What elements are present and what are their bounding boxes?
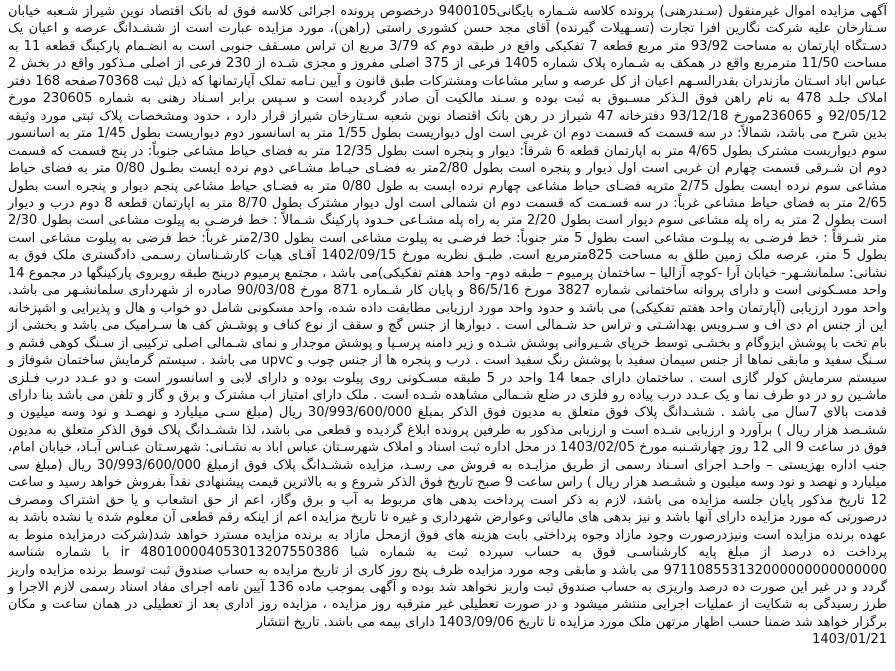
publication-date: 1403/01/21 — [812, 632, 887, 648]
notice-body-text: آگهی مزایده اموال غیرمنقول (سـندرهنی) پرونده کلاسه شـماره بایگانی9400105 درخصوص پرونده اجرائی کلاسه فوق له بانک اقتصاد نوین شیراز شـعبه خیابان سـتارخان علیه شرکت نگارین افرا تجارت (تسـهیلات گیرنده) آقای مجد حسن کشوری راستی (راهن)، مورد مزایده عبارت است از ششـدانگ عرصه و اعیان یک دسـتگاه اپارتمان به مساحت 93/92 متر مربع قطعه 7 تفکیکی واقع در طبقه دوم که 3/79 مربع ان تراس مسـقف جنوبی است به انضـمام پارکینگ قطعه 11 به مساحت 11/50 مترمربع واقع در همکف به شـماره پلاک شماره 1405 فرعی از 375 اصلی مفروز و مجزی شـده از 230 فرعی از اصلی مـذکور واقع در بخش 2 عباس اباد اسـتان مازندران بقدرالسـهم اعیان از کل عرصه و سایر مشاعات ومشترکات طبق قانون و آیین نـامه تملک آپارتمانها که ذیل ثبت 70368صفحه 168 دفتر املاک جلـد 478 به نام راهن فوق الـذکر مسـبوق به ثبت بوده و سـند مالکیت آن صادر گردیده است و سـپس برابر اسـناد رهنی به شماره 230605 مورخ 92/05/12 و 236065مورخ 93/12/18 دفترخانه 47 شیراز در رهن بانک اقتصاد نوین شعبه سـتارخان شیراز قرار دارد ، حدود ومشخصات پلاک ثبتی مورد وثیقه بدین شرح می باشد، شمالاً: در سه قسمت که قسمت دوم ان غربی است اول دیواریست بطول 1/55 متر به اسانسور دوم دیواریست بطول 1/45 متر به اسانسور سوم دیواریست مشترک بطول 4/65 متر به اپارتمان قطعه 6 شرقاً: دیوار و پنجره است بطول 12/35 متر به فضای حیاط مشاعی جنوباً: در پنج قسمت که قسمت دوم ان شـرقی قسمت چهارم ان غربی است اول دیوار و پنجره است بطول 2/80متر به فضـای حیـاط مشـاعی دوم نرده ایست بطـول 0/80 متر به فضای حیاط مشاعی سوم نرده ایست بطول 2/75 مترپه فضـای حیاط مشاعی چهارم نرده ایست به طول 0/80 متر به فضـای حیاط مشاعی پنجم دیوار و پنجره است بطول 2/65 متر به فضای حیاط مشاعی غرباً: در سه قسـمت که قسمت دوم ان شمالی است اول دیوار مشترک بطول 8/70 متر به اپارتمان قطعه 8 دوم درب و دیوار است بطول 2 متر به راه پله مشاعی سوم دیوار است بطول 2/20 متر به راه پله مشـاعی حـدود پارکینگ شـمالاً : خط فرضـی به پیلوت مشاعی است بطول 2/30 متر شـرقاً : خط فرضـی به پیلـوت مشاعی است بطول 5 متر جنوباً: خط فرضـی به پیلوت مشاعی است بطول 2/30متر غرباً: خط فرضی به پیلوت مشاعی است بطول 5 متر، عرصه ملک زمین طلق به مساحت 825مترمربع است. طبـق نظریه مورخ 1402/09/15 آقـای هیات کارشـناسان رسـمی دادگستری ملک فوق به نشانی: سلمانشـهر- خیابان آرا -کوچه آزالیا – ساختمان پرمیوم – طبقه دوم- واحد هفتم تفکیکی)می باشد ، مجتمع پرمیوم درپنج طبقه روبروی پارکینگها در مجموع 14 واحد مسـکونی است و دارای پروانه ساختمانی شماره 3827 مورخ 86/5/16 و پایان کار شـماره 871 مورخ 90/03/08 صادره از شهرداری سلمانشـهر می باشد. واحد مورد ارزیابی (آپارتمان واحد هفتم تفکیکی) می باشد و حدود واحد مورد ارزیابی مطابقت داده شده، واحد مسکونی شامل دو خواب و هال و پذیرایی و اشپزخانه این از جنس ام دی اف و سـرویس بهداشـتی و تراس حد شـمالی است . دیوارها از جنس گچ و سقف از نوع کناف و پوشـش کف ها سـرامیک می باشد و بخشی از بام تخت با پوشش ایزوگام و بخشـی توسط خرپای شـیروانی پوشش شـده و زیر دامنه پرسـپا و پوشش موجدار و نمای شـمالی اصلی ترکیبی از سـنگ کوهی قشم و سـنگ سفید و مابقی نماها از جنس سیمان سفید با پوشش رنگ سفید است . درب و پنجره ها از جنس چوب و upvc می باشد . سیستم گرمایش ساختمان شوفاژ و سیستم سرمایش کولر گازی است . ساختمان دارای جمعا 14 واحد در 5 طبقه مسـکونی روی پیلوت بوده و دارای لابی و اسانسور است و دو عـدد درب فـلزی ماشـین رو در دو طرف نما و یک عـدد درب پیاده رو فلزی در ضلع شـمالی مشاهده شـده است . ملک دارای امتیاز اب مشترک و برق و گاز و تلفن می باشد بنا دارای قدمت بالای 7سال می باشد . ششـدانگ پلاک فوق متعلق به مدیون فوق الذکر بمبلغ 30/993/600/000 ریال (مبلغ سـی میلیارد و نهصـد و نود وسه میلیون و ششـصد هزار ریال ) برآورد و ارزیابی شـده است و ارزیابی مذکور به طرفین پرونده ابلاغ گردیده و قطعی می باشد، لذا ششـدانگ پلاک فوق الذکر متعلق به مدیون فوق در ساعت 9 الی 12 روز چهارشـنبه مورخ 1403/02/05 در محل اداره ثبت اسناد و املاک شهرسـتان عباس اباد به نشـانی: شهرسـتان عبـاس آبـاد، خیابان امام، جنب اداره بهزیستی – واحـد اجرای اسـناد رسمی از طریق مزایـده به فروش می رسـد، مزایده ششـدانگ پلاک فوق ازمبلغ 30/993/600/000 ریال (مبلغ سی میلیارد و نهصد و نود وسه میلیون و ششـصد هزار ریال ) راس ساعت 9 صبح تاریخ فوق الذکر شروع و به بالاترین قیمت پیشنهادی نقدآ بفروش خواهد رسید و ساعت 12 تاریخ مذکور پایان جلسه مزایده می باشد، لازم به ذکر است پرداخت بدهی های مربوط به آب و برق وگاز، اعم از حق انشعاب و یا حق اشتراک ومصرف درصورتی که مورد مزایده دارای آنها باشد و نیز بدهی های مالیاتی وعوارض شهرداری و غیره تا تاریخ مزایده اعم از اینکه رقم قطعی آن معلوم شده یا نشده باشد به عهده برنده مزایده است ونیزدرصورت وجود مازاد وجوه پرداختی بابت هزینه های فوق ازمحل مازاد به برنده مزایده مسترد خواهد شد(شرکت درمزایده منوط به پرداخت ده درصد از مبلغ پایه کارشناسـی فوق به حساب سپرده ثبت به شماره شبا 480100004053013207550386 ir با شماره شناسه 971108553132000000000000000 می باشد و مابقی وجه مورد مزایده ظرف پنج روز کاری از تاریخ مزایده به حساب صندوق ثبت توسط برنده مزایده واریز گردد و در غیر این صورت ده درصد واریزی به حساب صندوق ثبت واریز نخواهد شد بوده و آگهی بموجب ماده 136 آیین نامه اجرای مفاد اسناد رسمی لازم الاجرا و طرز رسیدگی به شکایت از عملیات اجرایی منتشر میشود و در صورت تعطیلی غیر مترقبه روز مزایده ، مزایده روز اداری بعد از تعطیلی در همان ساعت و مکان برگزار خواهد شد ضمنا حسب اظهار مرتهن ملک مورد مزایده تا تاریخ 1403/09/06 دارای بیمه می باشد. تاریخ انتشار — [8, 4, 888, 630]
